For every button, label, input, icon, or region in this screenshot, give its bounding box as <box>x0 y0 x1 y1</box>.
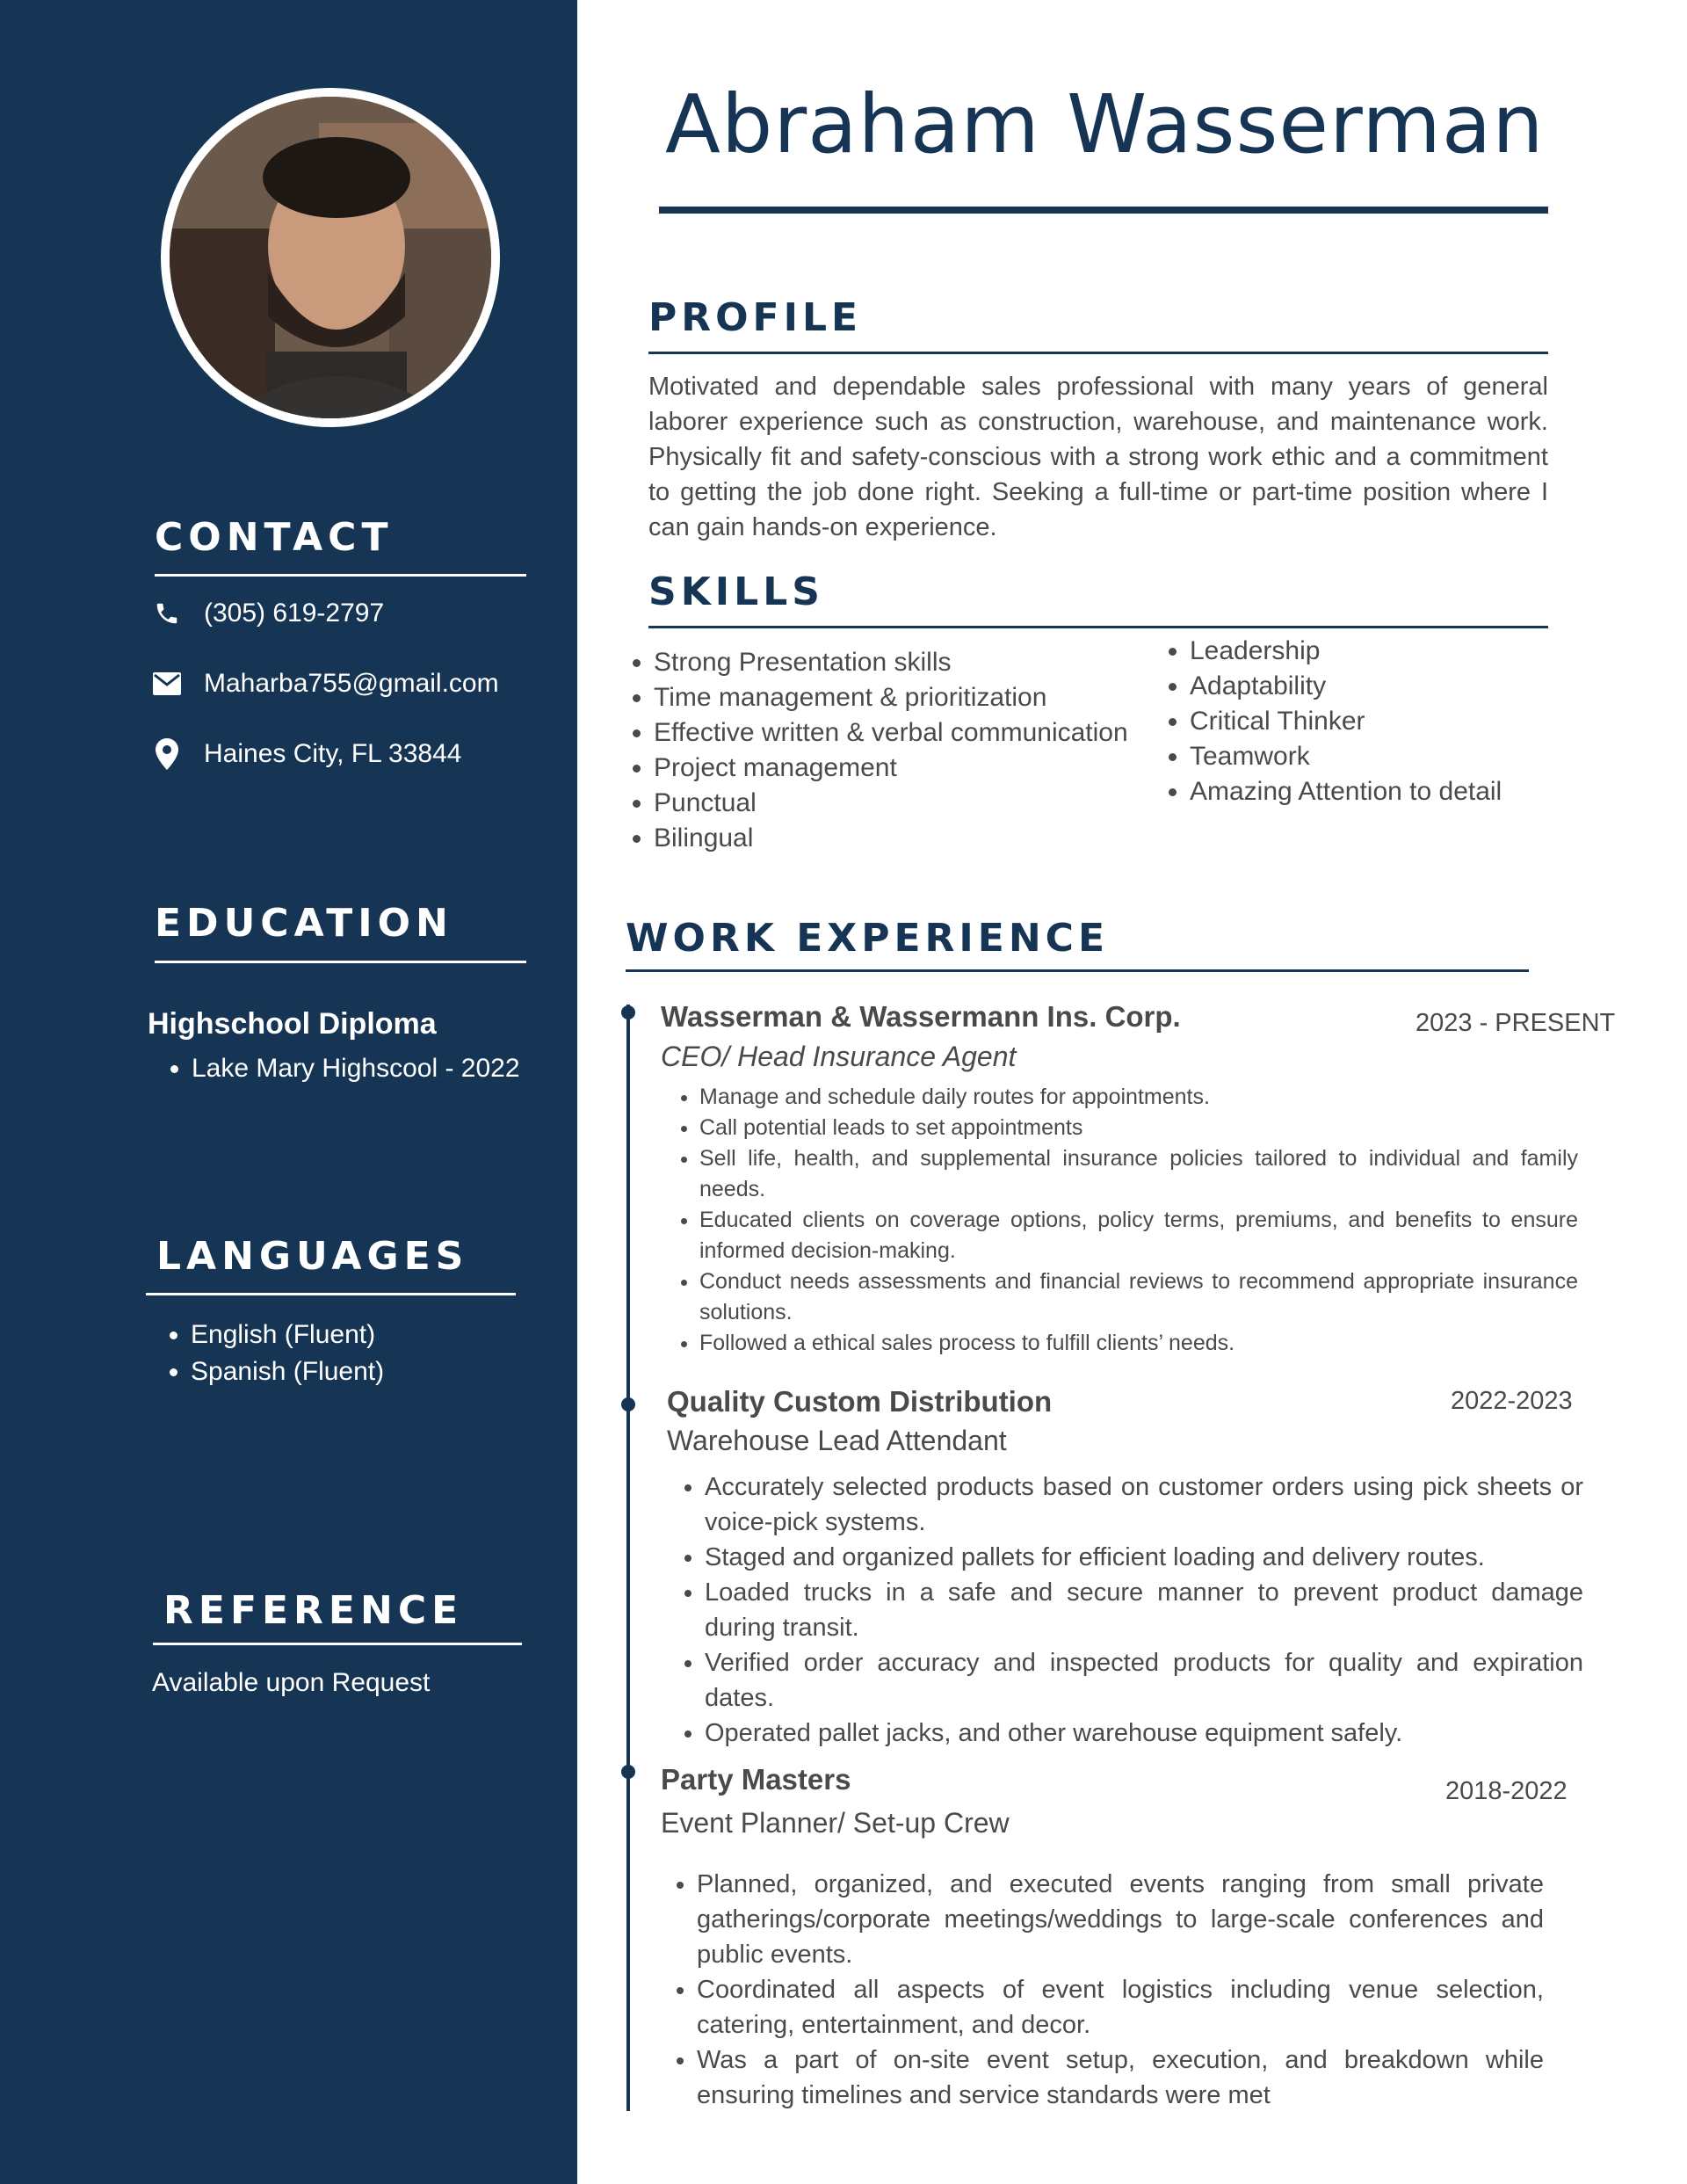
avatar <box>170 97 491 418</box>
job-title: Warehouse Lead Attendant <box>667 1425 1007 1456</box>
languages-divider <box>146 1293 516 1295</box>
work-heading: WORK EXPERIENCE <box>626 916 1109 961</box>
job-company: Quality Custom Distribution <box>667 1385 1053 1418</box>
contact-heading: CONTACT <box>155 515 394 560</box>
list-item: • Bilingual <box>654 821 1128 856</box>
job-company: Wasserman & Wassermann Ins. Corp. <box>661 1000 1181 1033</box>
contact-address <box>151 738 461 770</box>
job-title: CEO/ Head Insurance Agent <box>661 1041 1017 1072</box>
phone-icon <box>151 598 183 629</box>
job-title: Event Planner/ Set-up Crew <box>661 1807 1010 1839</box>
list-item: • Project management <box>654 751 1128 786</box>
list-item: • Conduct needs assessments and financial reviews to recommend appropriate insurance solutions. <box>699 1266 1578 1328</box>
reference-text: Available upon Request <box>152 1668 431 1697</box>
candidate-name: Abraham Wasserman <box>665 77 1545 171</box>
job-bullets <box>661 1082 1578 1359</box>
job-bullets <box>666 1469 1583 1751</box>
list-item: • Adaptability <box>1190 669 1502 704</box>
list-item: • Strong Presentation skills <box>654 645 1128 680</box>
envelope-icon <box>151 668 183 700</box>
list-item: • Verified order accuracy and inspected products for quality and expiration dates. <box>705 1645 1583 1716</box>
avatar-portrait-icon <box>170 97 491 418</box>
list-item: • Followed a ethical sales process to fulfill clients’ needs. <box>699 1328 1578 1359</box>
timeline-dot <box>621 1005 635 1019</box>
list-item: • Lake Mary Highscool - 2022 <box>192 1050 520 1087</box>
job-company: Party Masters <box>661 1763 851 1796</box>
timeline-line <box>626 1005 630 2111</box>
list-item: • Loaded trucks in a safe and secure manner to prevent product damage during transit. <box>705 1575 1583 1645</box>
profile-heading: PROFILE <box>648 295 863 340</box>
education-heading: EDUCATION <box>155 901 453 946</box>
job-dates: 2022-2023 <box>1451 1387 1573 1415</box>
location-pin-icon <box>151 738 183 770</box>
contact-divider <box>155 574 526 577</box>
list-item: • Effective written & verbal communication <box>654 715 1128 751</box>
timeline-dot <box>621 1765 635 1779</box>
job-dates: 2018-2022 <box>1445 1777 1568 1805</box>
contact-address-text: Haines City, FL 33844 <box>204 739 462 768</box>
skills-list-right <box>1155 634 1502 809</box>
skills-divider <box>648 626 1548 628</box>
profile-photo <box>161 88 500 427</box>
list-item: • Critical Thinker <box>1190 704 1502 739</box>
list-item: • Spanish (Fluent) <box>191 1353 384 1390</box>
list-item: • Amazing Attention to detail <box>1190 774 1502 809</box>
profile-divider <box>648 352 1548 354</box>
list-item: • English (Fluent) <box>191 1317 384 1353</box>
education-divider <box>155 961 526 963</box>
list-item: • Leadership <box>1190 634 1502 669</box>
reference-divider <box>153 1643 522 1645</box>
contact-phone-text: (305) 619-2797 <box>204 599 385 628</box>
name-divider <box>659 207 1548 214</box>
contact-phone <box>151 598 384 629</box>
languages-heading: LANGUAGES <box>156 1234 469 1279</box>
list-item: • Sell life, health, and supplemental insurance policies tailored to individual and family needs. <box>699 1143 1578 1205</box>
education-degree: Highschool Diploma <box>148 1007 437 1041</box>
profile-text: Motivated and dependable sales professional with many years of general laborer experience such as construction, warehouse, and maintenance work. Physically fit and safety-conscious with a strong work ethic and a commitment to getting the job done right. Seeking a full-time or part-time position where I can gain hands-on experience. <box>648 373 1548 541</box>
list-item: • Coordinated all aspects of event logistics including venue selection, catering, entertainment, and decor. <box>697 1972 1544 2043</box>
contact-email <box>151 668 499 700</box>
list-item: • Call potential leads to set appointments <box>699 1113 1578 1143</box>
list-item: • Time management & prioritization <box>654 680 1128 715</box>
list-item: • Punctual <box>654 786 1128 821</box>
list-item: • Planned, organized, and executed events ranging from small private gatherings/corporate meetings/weddings to large-scale conferences and public events. <box>697 1867 1544 1972</box>
job-bullets <box>658 1867 1544 2113</box>
list-item: • Manage and schedule daily routes for appointments. <box>699 1082 1578 1113</box>
list-item: • Operated pallet jacks, and other warehouse equipment safely. <box>705 1716 1583 1751</box>
sidebar <box>0 0 577 2184</box>
skills-list-left <box>619 645 1128 856</box>
education-list <box>148 1050 520 1087</box>
job-dates: 2023 - PRESENT <box>1415 1009 1616 1037</box>
list-item: • Accurately selected products based on customer orders using pick sheets or voice-pick systems. <box>705 1469 1583 1540</box>
list-item: • Teamwork <box>1190 739 1502 774</box>
contact-email-text: Maharba755@gmail.com <box>204 669 499 698</box>
skills-heading: SKILLS <box>648 570 824 614</box>
reference-heading: REFERENCE <box>163 1588 464 1633</box>
list-item: • Staged and organized pallets for efficient loading and delivery routes. <box>705 1540 1583 1575</box>
list-item: • Was a part of on-site event setup, execution, and breakdown while ensuring timelines and service standards were met <box>697 2043 1544 2113</box>
list-item: • Educated clients on coverage options, policy terms, premiums, and benefits to ensure informed decision-making. <box>699 1205 1578 1266</box>
timeline-dot <box>621 1397 635 1411</box>
languages-list <box>147 1317 384 1390</box>
work-divider <box>626 969 1529 972</box>
